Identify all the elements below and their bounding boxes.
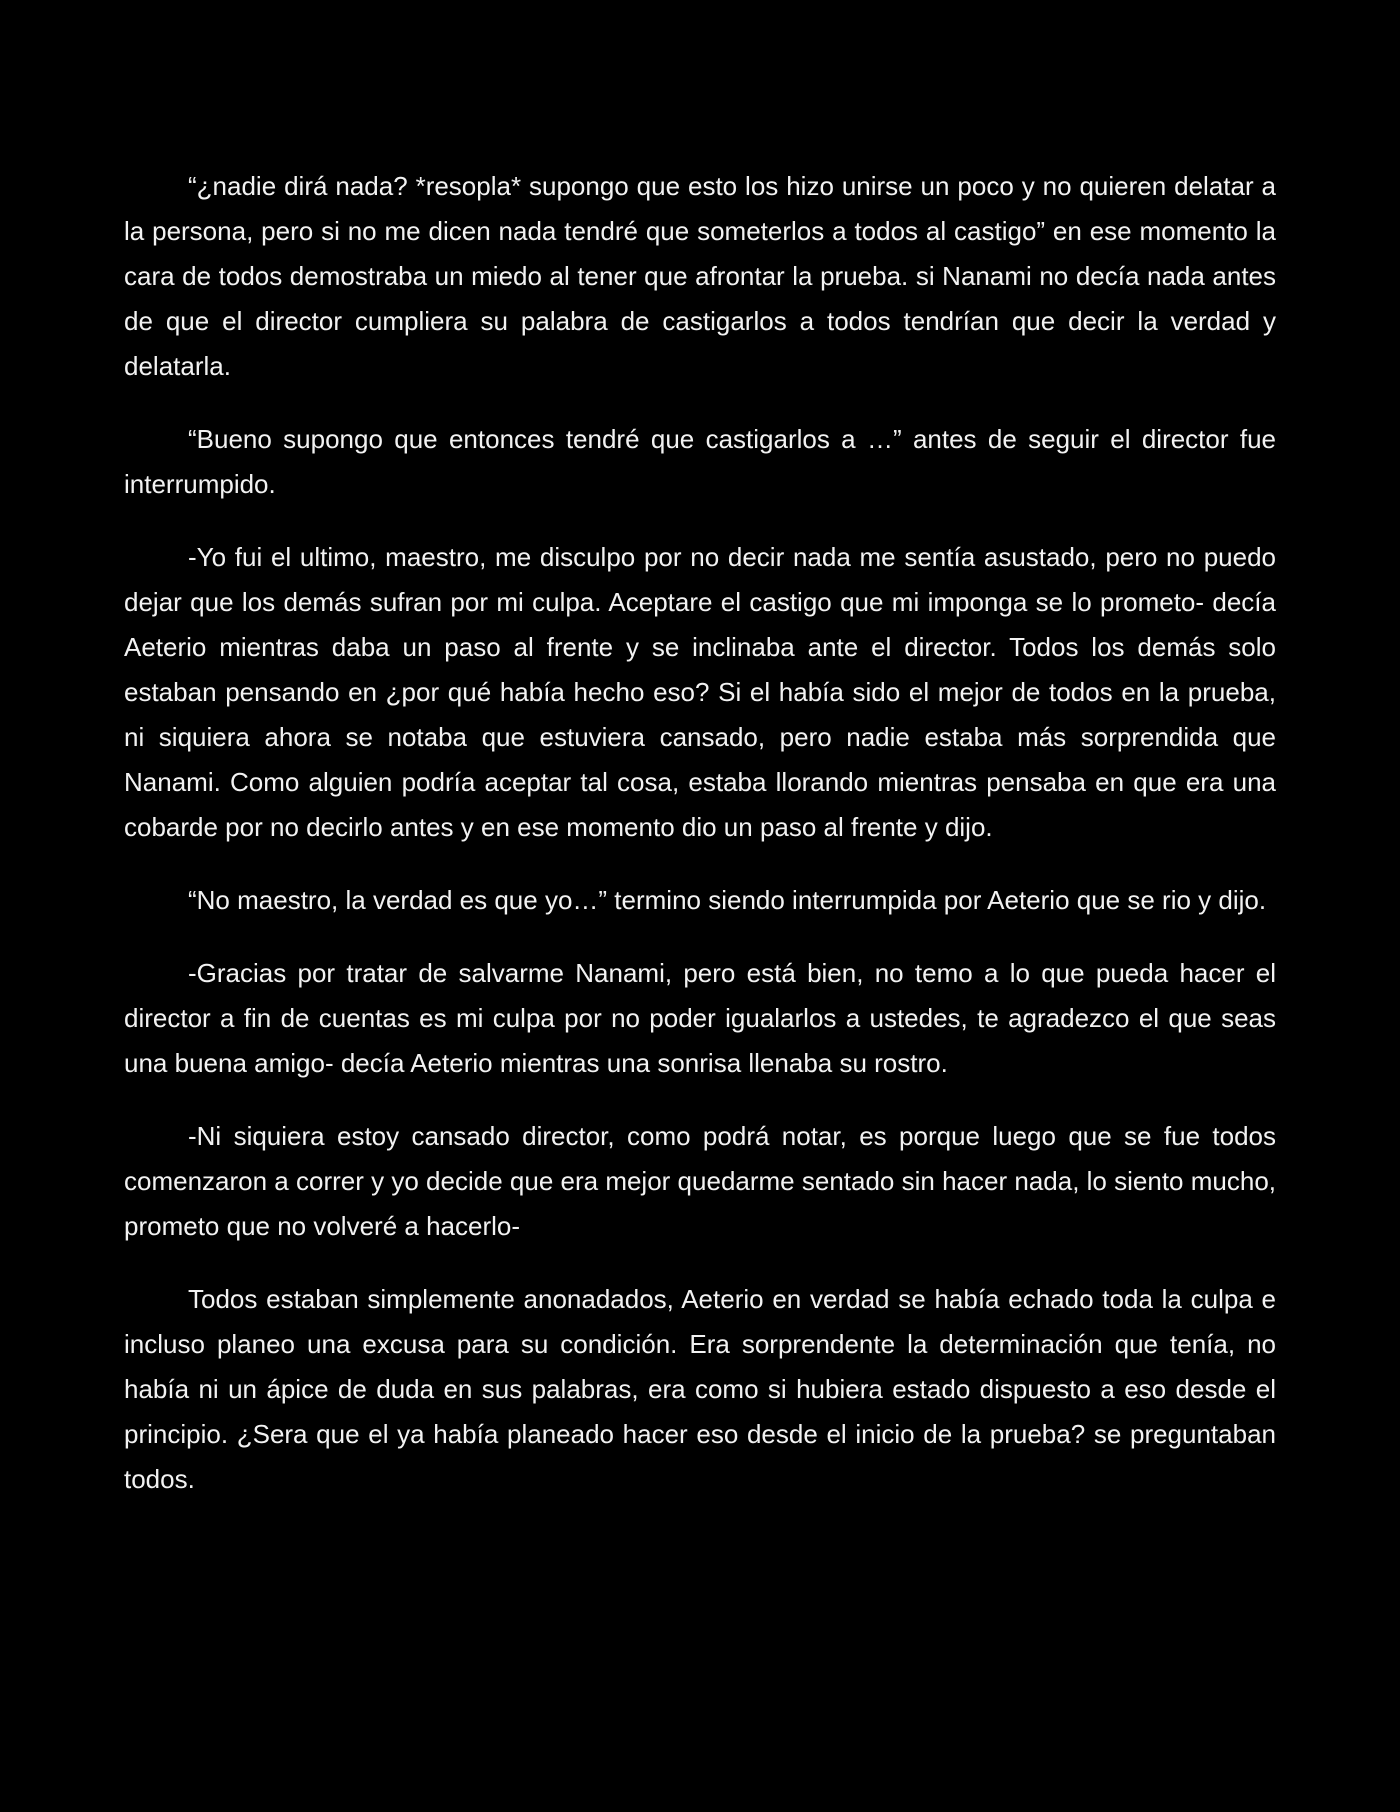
- story-text-body: [124, 164, 1276, 1530]
- paragraph-6: -Ni siquiera estoy cansado director, como podrá notar, es porque luego que se fue todos comenzaron a correr y yo decide que era mejor quedarme sentado sin hacer nada, lo siento mucho, prometo que no volveré a hacerlo-: [124, 1121, 1276, 1241]
- paragraph-2: “Bueno supongo que entonces tendré que castigarlos a …” antes de seguir el director fue interrumpido.: [124, 424, 1276, 499]
- paragraph-4: “No maestro, la verdad es que yo…” termino siendo interrumpida por Aeterio que se rio y dijo.: [188, 885, 1267, 915]
- paragraph-1: “¿nadie dirá nada? *resopla* supongo que esto los hizo unirse un poco y no quieren delatar a la persona, pero si no me dicen nada tendré que someterlos a todos al castigo” en ese momento la cara de todos demostraba un miedo al tener que afrontar la prueba. si Nanami no decía nada antes de que el director cumpliera su palabra de castigarlos a todos tendrían que decir la verdad y delatarla.: [124, 171, 1276, 381]
- paragraph-7: Todos estaban simplemente anonadados, Aeterio en verdad se había echado toda la culpa e incluso planeo una excusa para su condición. Era sorprendente la determinación que tenía, no había ni un ápice de duda en sus palabras, era como si hubiera estado dispuesto a eso desde el principio. ¿Sera que el ya había planeado hacer eso desde el inicio de la prueba? se preguntaban todos.: [124, 1284, 1276, 1494]
- paragraph-5: -Gracias por tratar de salvarme Nanami, pero está bien, no temo a lo que pueda hacer el director a fin de cuentas es mi culpa por no poder igualarlos a ustedes, te agradezco el que seas una buena amigo- decía Aeterio mientras una sonrisa llenaba su rostro.: [124, 958, 1276, 1078]
- paragraph-3: -Yo fui el ultimo, maestro, me disculpo por no decir nada me sentía asustado, pero no puedo dejar que los demás sufran por mi culpa. Aceptare el castigo que mi imponga se lo prometo- decía Aeterio mientras daba un paso al frente y se inclinaba ante el director. Todos los demás solo estaban pensando en ¿por qué había hecho eso? Si el había sido el mejor de todos en la prueba, ni siquiera ahora se notaba que estuviera cansado, pero nadie estaba más sorprendida que Nanami. Como alguien podría aceptar tal cosa, estaba llorando mientras pensaba en que era una cobarde por no decirlo antes y en ese momento dio un paso al frente y dijo.: [124, 542, 1276, 842]
